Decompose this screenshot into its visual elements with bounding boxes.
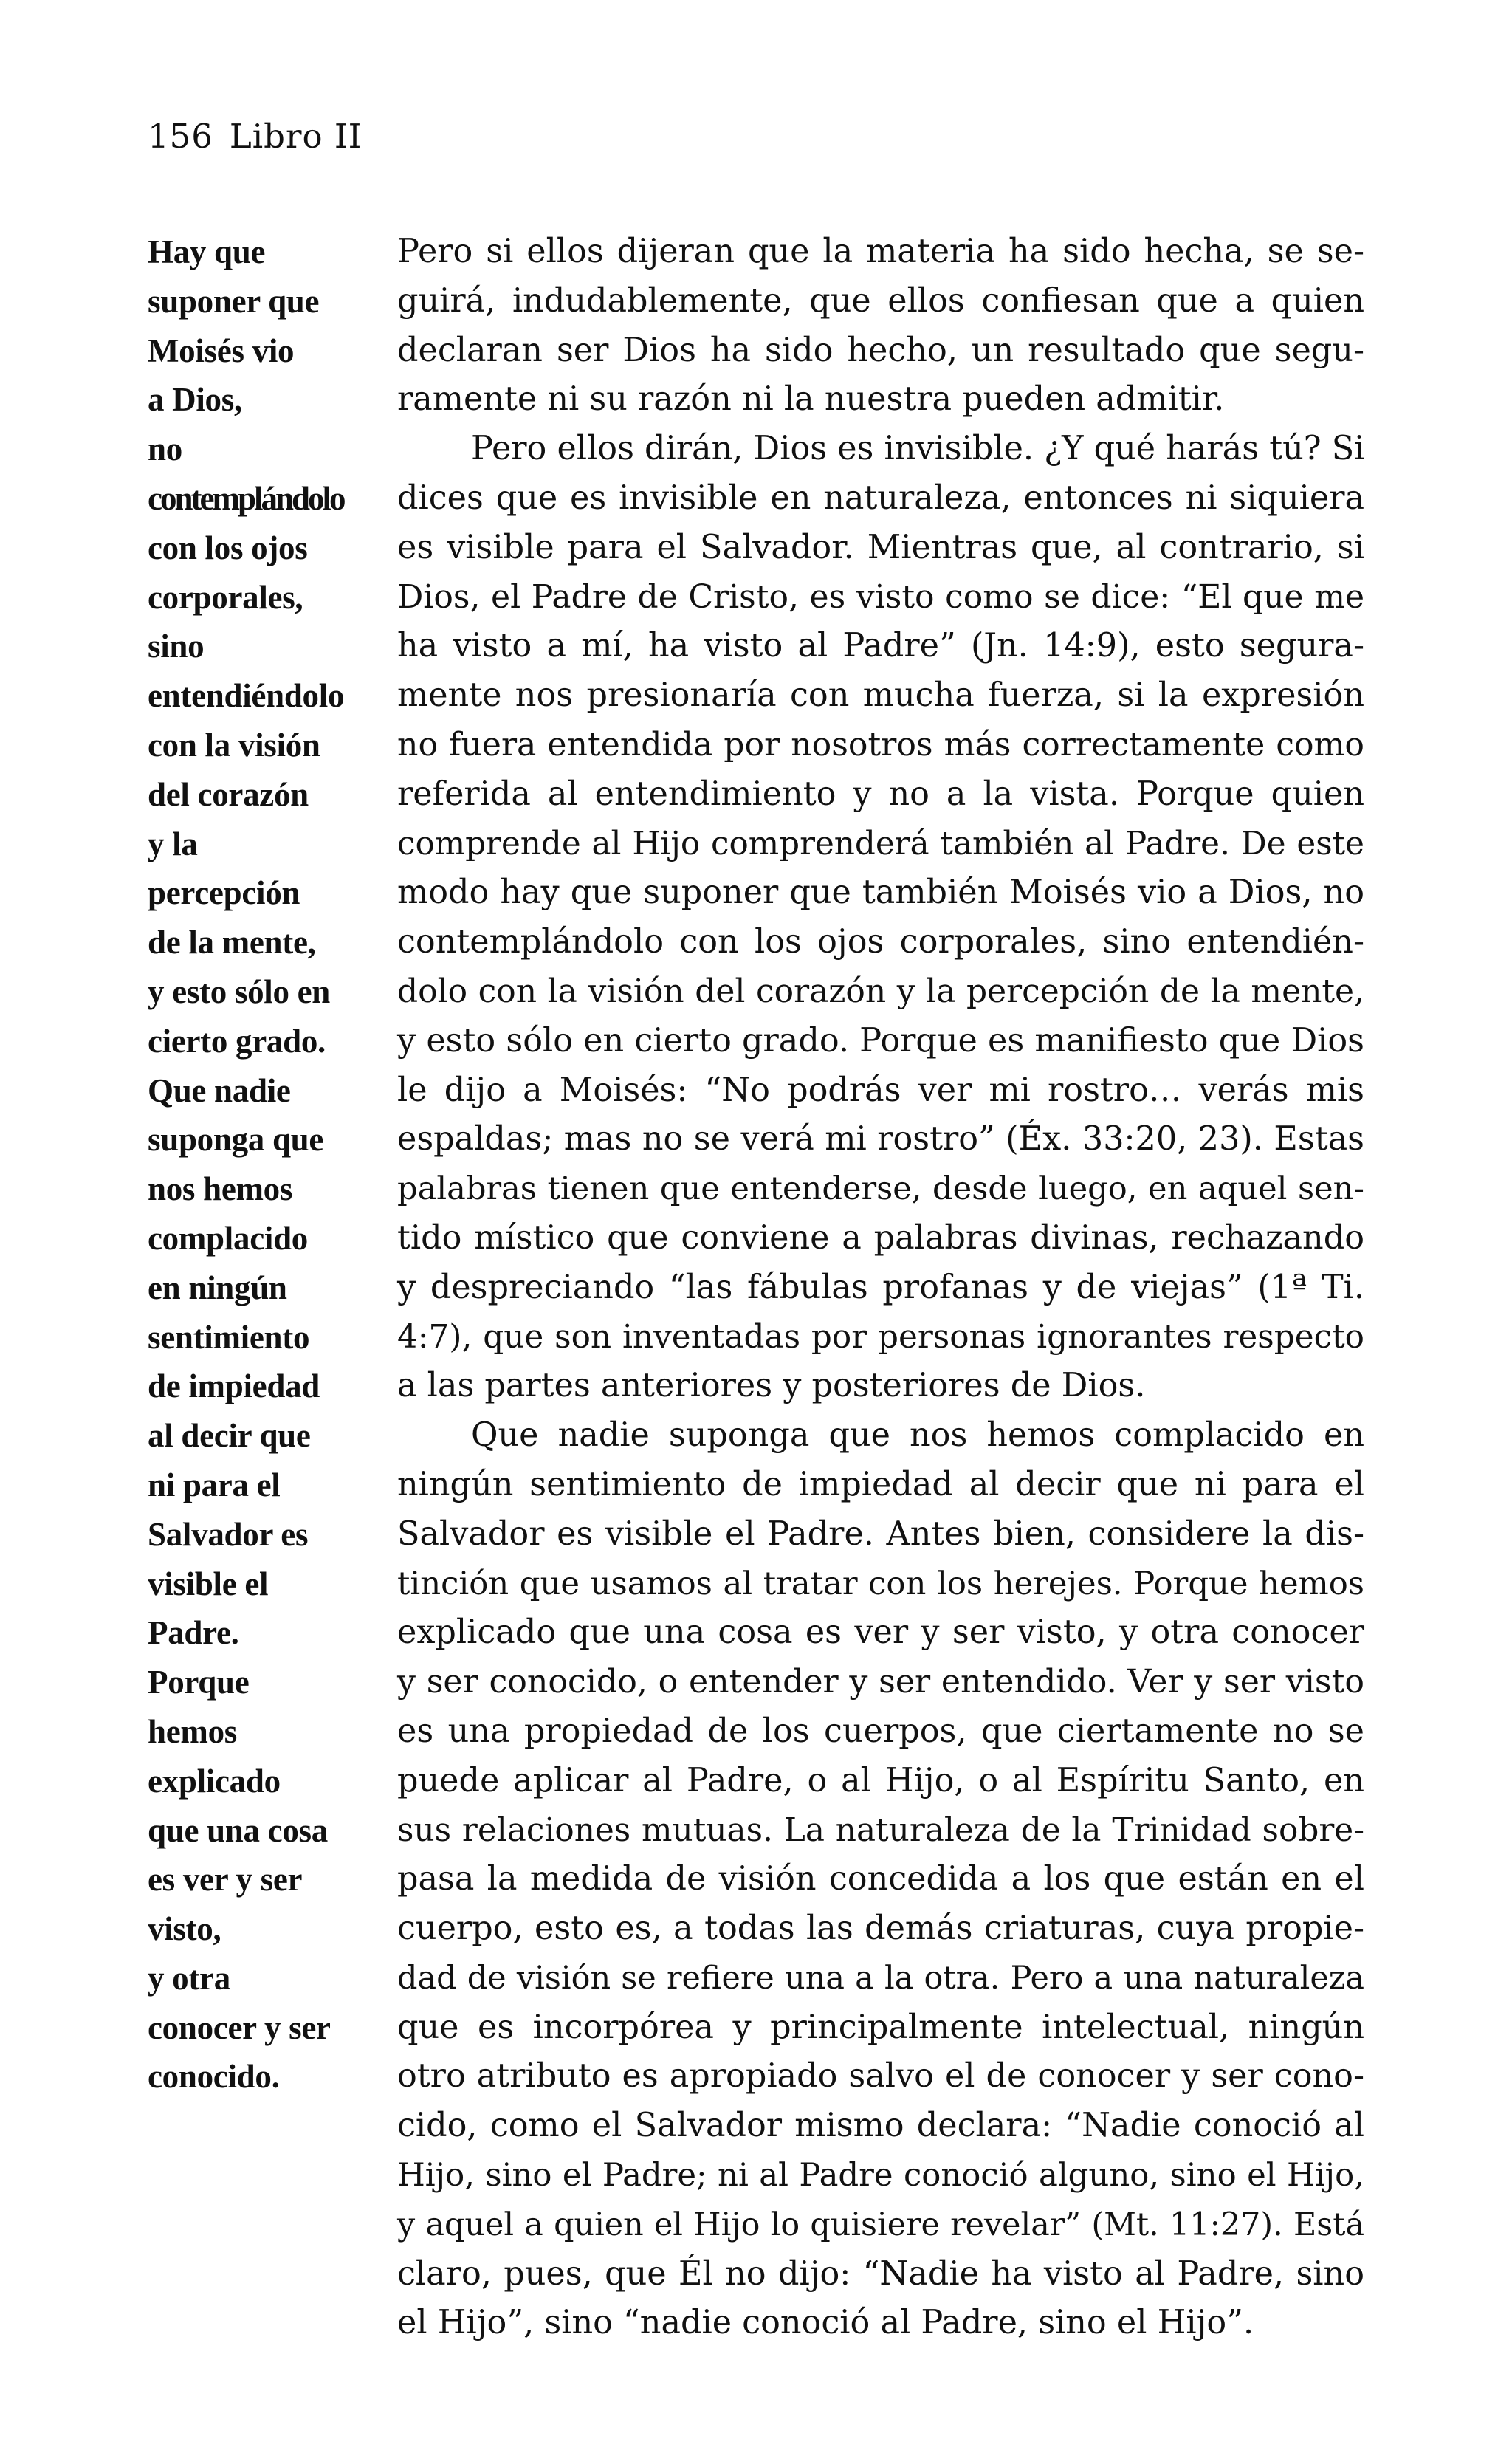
body-line: es visible para el Salvador. Mientras que, al contrario, si	[397, 528, 1364, 566]
body-line: sus relaciones mutuas. La naturaleza de la Trinidad sobre-	[397, 1811, 1364, 1849]
margin-note-line: visto,	[148, 1910, 221, 1948]
margin-note-line: que una cosa	[148, 1811, 328, 1849]
body-line: puede aplicar al Padre, o al Hijo, o al Espíritu Santo, en	[397, 1761, 1364, 1800]
body-line: tinción que usamos al tratar con los herejes. Porque hemos	[397, 1565, 1364, 1602]
margin-note-line: con los ojos	[148, 529, 308, 566]
body-line: espaldas; mas no se verá mi rostro” (Éx. 33:20, 23). Estas	[397, 1120, 1364, 1159]
page-number: 156	[148, 117, 213, 156]
body-line: Salvador es visible el Padre. Antes bien, considere la dis-	[397, 1514, 1364, 1553]
margin-note-line: suponga que	[148, 1121, 324, 1159]
margin-note-line: y esto sólo en	[148, 972, 331, 1010]
body-line: es una propiedad de los cuerpos, que ciertamente no se	[397, 1712, 1364, 1750]
margin-note-line: complacido	[148, 1219, 308, 1257]
body-line: le dijo a Moisés: “No podrás ver mi rostro… verás mis	[397, 1071, 1364, 1109]
margin-note-line: y la	[148, 825, 198, 862]
margin-note-line: Padre.	[148, 1614, 239, 1652]
margin-note-line: percepción	[148, 874, 300, 912]
margin-note-line: Que nadie	[148, 1071, 291, 1109]
body-line: y esto sólo en cierto grado. Porque es manifiesto que Dios	[397, 1021, 1364, 1060]
margin-note-line: suponer que	[148, 282, 320, 320]
margin-note-line: Salvador es	[148, 1515, 309, 1553]
margin-note-line: conocido.	[148, 2058, 280, 2096]
margin-note-line: visible el	[148, 1565, 269, 1602]
margin-note-line: sino	[148, 628, 205, 665]
margin-note-line: hemos	[148, 1712, 237, 1750]
margin-note-line: es ver y ser	[148, 1861, 303, 1898]
body-line: y aquel a quien el Hijo lo quisiere revelar” (Mt. 11:27). Está	[397, 2206, 1364, 2243]
body-line: y ser conocido, o entender y ser entendido. Ver y ser visto	[397, 1663, 1364, 1701]
margin-note-line: nos hemos	[148, 1170, 293, 1208]
margin-note-line: explicado	[148, 1762, 281, 1800]
margin-note-line: a Dios,	[148, 381, 242, 419]
running-title: Libro II	[229, 117, 362, 156]
margin-note-line: y otra	[148, 1959, 230, 1997]
body-line: pasa la medida de visión concedida a los que están en el	[397, 1860, 1364, 1898]
body-line: ha visto a mí, ha visto al Padre” (Jn. 14:9), esto segura-	[397, 627, 1364, 665]
margin-note-line: conocer y ser	[148, 2008, 331, 2046]
body-line: cuerpo, esto es, a todas las demás criaturas, cuya propie-	[397, 1910, 1364, 1948]
margin-note-line: entendiéndolo	[148, 677, 345, 715]
body-line: referida al entendimiento y no a la vista. Porque quien	[397, 775, 1364, 813]
body-line: ramente ni su razón ni la nuestra pueden admitir.	[397, 380, 1225, 419]
margin-note-line: Moisés vio	[148, 332, 295, 369]
body-line: no fuera entendida por nosotros más correctamente como	[397, 725, 1364, 764]
body-line: Dios, el Padre de Cristo, es visto como se dice: “El que me	[397, 577, 1364, 616]
body-line: ningún sentimiento de impiedad al decir que ni para el	[397, 1465, 1364, 1503]
body-line: mente nos presionaría con mucha fuerza, si la expresión	[397, 676, 1364, 715]
margin-note-line: cierto grado.	[148, 1022, 326, 1060]
body-line: dolo con la visión del corazón y la percepción de la mente,	[397, 972, 1364, 1010]
body-line: modo hay que suponer que también Moisés vio a Dios, no	[397, 874, 1364, 912]
body-line: Pero si ellos dijeran que la materia ha sido hecha, se se-	[397, 233, 1364, 270]
margin-note-line: de impiedad	[148, 1368, 320, 1405]
body-line: y despreciando “las fábulas profanas y de viejas” (1ª Ti.	[397, 1268, 1364, 1306]
body-line: Pero ellos dirán, Dios es invisible. ¿Y qué harás tú? Si	[471, 430, 1365, 468]
body-line: claro, pues, que Él no dijo: “Nadie ha visto al Padre, sino	[397, 2254, 1364, 2293]
margin-note-line: al decir que	[148, 1417, 311, 1455]
body-line: dad de visión se refiere una a la otra. Pero a una naturaleza	[397, 1959, 1364, 1997]
margin-note	[148, 227, 369, 2102]
margin-note-line: corporales,	[148, 578, 303, 616]
body-line: comprende al Hijo comprenderá también al Padre. De este	[397, 824, 1364, 862]
body-line: cido, como el Salvador mismo declara: “Nadie conoció al	[397, 2107, 1364, 2145]
margin-note-line: no	[148, 430, 182, 468]
body-line: a las partes anteriores y posteriores de Dios.	[397, 1367, 1146, 1405]
body-line: 4:7), que son inventadas por personas ignorantes respecto	[397, 1317, 1364, 1356]
margin-note-line: en ningún	[148, 1269, 287, 1306]
body-line: tido místico que conviene a palabras divinas, rechazando	[397, 1218, 1364, 1257]
margin-note-line: de la mente,	[148, 924, 316, 961]
margin-note-line: del corazón	[148, 775, 309, 813]
body-line: que es incorpórea y principalmente intelectual, ningún	[397, 2008, 1364, 2046]
body-line: dices que es invisible en naturaleza, entonces ni siquiera	[397, 478, 1364, 517]
body-line: guirá, indudablemente, que ellos confiesan que a quien	[397, 281, 1364, 320]
margin-note-line: Hay que	[148, 233, 266, 270]
body-line: Hijo, sino el Padre; ni al Padre conoció alguno, sino el Hijo,	[397, 2157, 1364, 2195]
body-line: el Hijo”, sino “nadie conoció al Padre, sino el Hijo”.	[397, 2304, 1254, 2342]
body-line: palabras tienen que entenderse, desde luego, en aquel sen-	[397, 1170, 1364, 1208]
running-head	[148, 117, 362, 156]
body-line: declaran ser Dios ha sido hecho, un resultado que segu-	[397, 331, 1364, 369]
margin-note-line: ni para el	[148, 1466, 281, 1503]
body-line: Que nadie suponga que nos hemos complacido en	[471, 1416, 1364, 1455]
margin-note-line: con la visión	[148, 726, 320, 764]
body-line: contemplándolo con los ojos corporales, sino entendién-	[397, 923, 1364, 961]
body-line: otro atributo es apropiado salvo el de conocer y ser cono-	[397, 2057, 1364, 2096]
margin-note-line: contemplándolo	[148, 479, 344, 517]
body-line: explicado que una cosa es ver y ser visto, y otra conocer	[397, 1613, 1364, 1652]
body-text	[397, 227, 1364, 2348]
margin-note-line: sentimiento	[148, 1318, 310, 1356]
margin-note-line: Porque	[148, 1664, 250, 1701]
